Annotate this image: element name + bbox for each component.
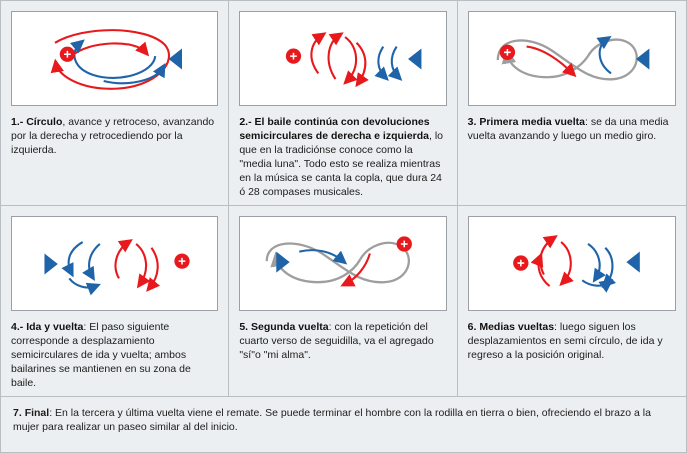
red-semicircles: [312, 35, 366, 83]
blue-dancer-marker: [626, 252, 639, 273]
blue-dancer-marker: [636, 48, 649, 69]
figure-circle-advance-retreat: [11, 11, 218, 106]
panel-3-caption: 3. Primera media vuelta: se da una media vuelta avanzando y luego un medio giro.: [467, 116, 669, 142]
panel-grid: [1, 1, 686, 397]
blue-arrows: [582, 244, 612, 286]
panel-5: [229, 206, 457, 397]
panel-4-caption: 4.- Ida y vuelta: El paso siguiente corresponde a desplazamiento semicirculares de ida y vuelta; ambos bailarines se mantienen en su zona de baile.: [11, 321, 191, 389]
blue-dancer-marker: [408, 49, 421, 70]
panel-4: [1, 206, 229, 397]
blue-arrows-left: [69, 242, 100, 287]
red-arrows: [538, 238, 570, 286]
panel-7-footer: 7. Final: En la tercera y última vuelta viene el remate. Se puede terminar el hombre con la rodilla en tierra o bien, ofreciendo el brazo a la mujer para realizar un paseo similar al del inicio.: [1, 397, 686, 444]
panel-5-caption: 5. Segunda vuelta: con la repetición del cuarto verso de seguidilla, va el agregado "sí"o "mi alma".: [239, 321, 434, 361]
panel-6: [458, 206, 686, 397]
panel-2-caption: 2.- El baile continúa con devoluciones semicirculares de derecha e izquierda, lo que en la tradiciónse conoce como la "media luna". Todo esto se realiza mientras en la música se canta la copla, que dura 24 ó 28 compases musicales.: [239, 116, 444, 198]
figure-second-turn: [239, 216, 446, 311]
figure-semicircular-returns: [239, 11, 446, 106]
panel-2: [229, 1, 457, 206]
red-arrows-right: [115, 242, 157, 288]
blue-dancer-marker: [44, 254, 57, 275]
figure-round-trip: [11, 216, 218, 311]
panel-1: [1, 1, 229, 206]
figure-first-half-turn: [468, 11, 676, 106]
figure-half-turns: [468, 216, 676, 311]
blue-semicircles: [379, 47, 399, 78]
panel-1-caption: 1.- Círculo, avance y retroceso, avanzando por la derecha y retrocediendo por la izquierda.: [11, 116, 215, 156]
panel-3: [458, 1, 686, 206]
blue-circle-path: [74, 43, 162, 83]
blue-dancer-marker: [169, 49, 182, 70]
panel-6-caption: 6. Medias vueltas: luego siguen los desplazamientos en semi círculo, de ida y regreso a la posición original.: [467, 321, 663, 361]
